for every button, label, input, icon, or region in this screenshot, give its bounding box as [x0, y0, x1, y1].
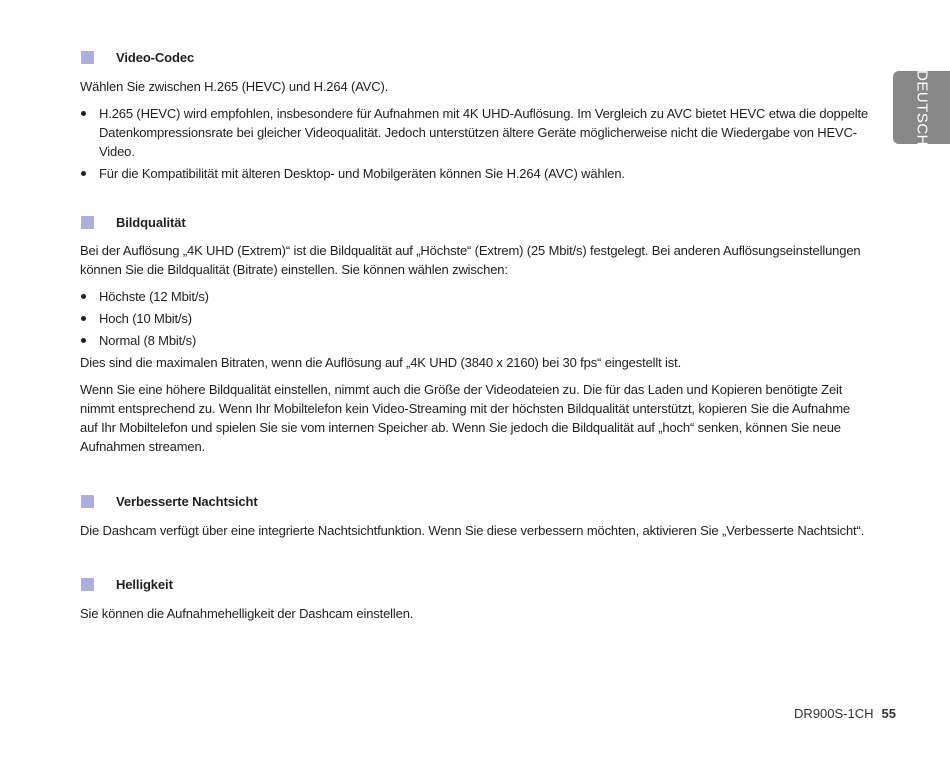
square-marker-icon — [81, 578, 94, 591]
list-item: Höchste (12 Mbit/s) — [80, 287, 870, 306]
section-night-vision — [80, 494, 870, 540]
square-marker-icon — [81, 495, 94, 508]
section-heading — [80, 577, 870, 597]
bullet-list — [80, 287, 870, 350]
section-title: Bildqualität — [116, 215, 186, 230]
bitrate-note: Dies sind die maximalen Bitraten, wenn die Auflösung auf „4K UHD (3840 x 2160) bei 30 fps“ eingestellt ist. — [80, 355, 682, 370]
square-marker-icon — [81, 51, 94, 64]
section-image-quality — [80, 215, 870, 456]
page-number: 55 — [881, 706, 896, 721]
section-title: Verbesserte Nachtsicht — [116, 494, 258, 509]
section-heading — [80, 50, 870, 70]
section-video-codec — [80, 50, 870, 183]
section-title: Helligkeit — [116, 577, 173, 592]
model-name: DR900S-1CH — [794, 706, 874, 721]
language-tab — [893, 71, 950, 144]
bullet-list — [80, 104, 870, 183]
section-text: Die Dashcam verfügt über eine integrierte Nachtsichtfunktion. Wenn Sie diese verbessern möchten, aktivieren Sie „Verbesserte Nachtsicht“. — [80, 523, 865, 538]
list-item: Hoch (10 Mbit/s) — [80, 309, 870, 328]
list-item: Normal (8 Mbit/s) — [80, 331, 870, 350]
section-title: Video-Codec — [116, 50, 195, 65]
section-brightness — [80, 577, 870, 623]
list-item: H.265 (HEVC) wird empfohlen, insbesondere für Aufnahmen mit 4K UHD-Auflösung. Im Vergleich zu AVC bietet HEVC etwa die doppelte Datenkompressionsrate bei gleicher Videoqualität. Jedoch unterstützen ältere Geräte möglicherweise nicht die Wiedergabe von HEVC-Video. — [80, 104, 870, 161]
page-footer — [794, 706, 896, 721]
square-marker-icon — [81, 216, 94, 229]
section-heading — [80, 494, 870, 514]
quality-paragraph: Wenn Sie eine höhere Bildqualität einstellen, nimmt auch die Größe der Videodateien zu. Die für das Laden und Kopieren benötigte Zeit nimmt entsprechend zu. Wenn Ihr Mobiltelefon kein Video-Streaming mit der höchsten Bildqualität unterstützt, kopieren Sie die Aufnahme auf Ihr Mobiltelefon und spielen Sie sie vom internen Speicher ab. Wenn Sie jedoch die Bildqualität auf „hoch“ senken, können Sie neue Aufnahmen streamen. — [80, 382, 850, 454]
list-item: Für die Kompatibilität mit älteren Desktop- und Mobilgeräten können Sie H.264 (AVC) wählen. — [80, 164, 870, 183]
section-text: Sie können die Aufnahmehelligkeit der Dashcam einstellen. — [80, 606, 414, 621]
language-tab-label: DEUTSCH — [913, 69, 930, 146]
section-heading — [80, 215, 870, 235]
section-intro: Bei der Auflösung „4K UHD (Extrem)“ ist die Bildqualität auf „Höchste“ (Extrem) (25 Mbit/s) festgelegt. Bei anderen Auflösungseinstellungen können Sie die Bildqualität (Bitrate) einstellen. Sie können wählen zwischen: — [80, 243, 861, 277]
section-intro: Wählen Sie zwischen H.265 (HEVC) und H.264 (AVC). — [80, 79, 389, 94]
